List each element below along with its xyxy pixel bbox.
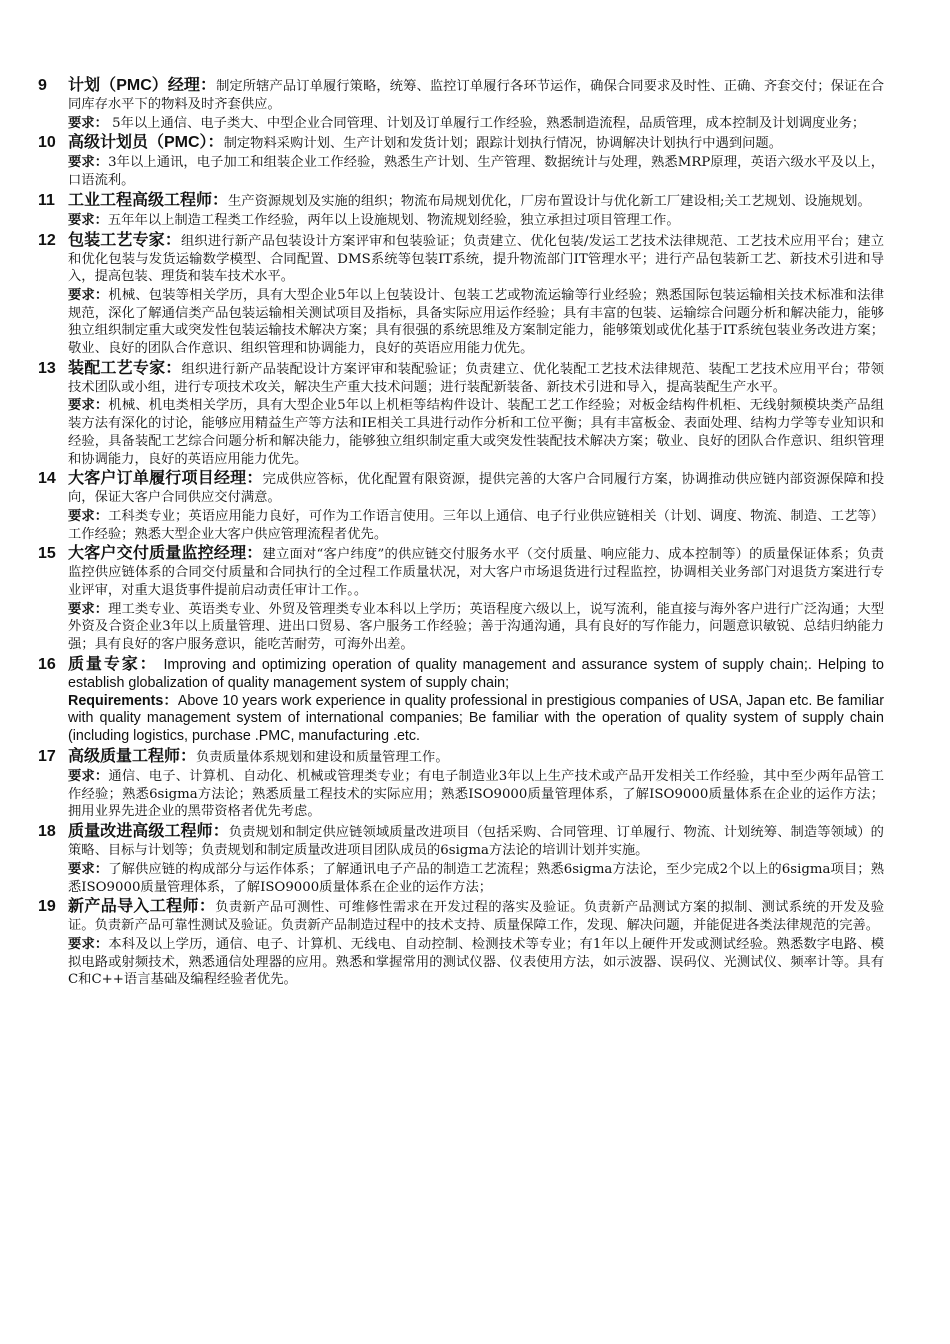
job-duty-text: 制定物料采购计划、生产计划和发货计划；跟踪计划执行情况，协调解决计划执行中遇到问题。 — [223, 136, 783, 152]
job-title: 大客户订单履行项目经理： — [68, 470, 263, 488]
requirements-label: 要求： — [68, 860, 109, 876]
requirements-text: 本科及以上学历，通信、电子、计算机、无线电、自动控制、检测技术等专业；有1年以上硬件开发或测试经验。熟悉数字电路、模拟电路或射频技术，熟悉通信处理器的应用。熟悉和掌握常用的测试仪器、仪表使用方法，如示波器、误码仪、光测试仪、频率计等。具有C和C++语言基础及编程经验者优先。 — [68, 936, 885, 988]
job-title: 装配工艺专家： — [68, 359, 182, 377]
job-title: 质量改进高级工程师： — [68, 823, 229, 841]
job-description — [68, 133, 884, 153]
requirements-label: 要求： — [68, 286, 109, 302]
job-requirements — [68, 507, 884, 543]
item-number: 11 — [38, 191, 55, 209]
job-description — [68, 231, 884, 286]
requirements-label: 要求： — [68, 600, 109, 616]
requirements-label: 要求： — [68, 397, 109, 413]
job-title: 大客户交付质量监控经理： — [68, 545, 263, 563]
requirements-text: 五年年以上制造工程类工作经验，两年以上设施规划、物流规划经验，独立承担过项目管理工作。 — [107, 212, 680, 228]
job-description — [68, 76, 884, 114]
item-number: 17 — [38, 748, 56, 766]
job-description — [68, 359, 884, 397]
job-duty-text: 制定所辖产品订单履行策略，统筹、监控订单履行各环节运作，确保合同要求及时性、正确、齐套交付；保证在合同库存水平下的物料及时齐套供应。 — [68, 79, 884, 112]
requirements-text: 理工类专业、英语类专业、外贸及管理类专业本科以上学历；英语程度六级以上，说写流利，能直接与海外客户进行广泛沟通；大型外资及合资企业3年以上质量管理、进出口贸易、客户服务工作经验；善于沟通沟通，具有良好的写作能力，问题意识敏锐、总结归纳能力强；具有良好的客户服务意识，能吃苦耐劳，可海外出差。 — [68, 601, 885, 653]
job-title: 计划（PMC）经理： — [68, 77, 217, 94]
job-item-15 — [38, 544, 884, 654]
requirements-text: Above 10 years work experience in quality professional in prestigious companies of USA, Japan etc. Be familiar with quality management system of international companies; Be familiar with the operation of quality system of supply chain (including logistics, purchase .PMC, manufacturing .etc. — [68, 692, 885, 745]
requirements-label: 要求： — [68, 935, 109, 951]
item-number: 13 — [38, 359, 56, 377]
item-number: 9 — [38, 77, 47, 94]
requirements-text: 3年以上通讯，电子加工和组装企业工作经验，熟悉生产计划、生产管理、数据统计与处理，熟悉MRP原理，英语六级水平及以上，口语流利。 — [68, 155, 884, 189]
item-number: 18 — [38, 823, 56, 841]
job-duty-text: 负责质量体系规划和建设和质量管理工作。 — [196, 750, 449, 766]
item-number: 10 — [38, 134, 56, 152]
job-duty-text: 负责规划和制定供应链领域质量改进项目（包括采购、合同管理、订单履行、物流、计划统筹、制造等领域）的策略、目标与计划等；负责规划和制定质量改进项目团队成员的6sigma方法论的培训计划并实施。 — [68, 825, 884, 859]
job-description — [68, 822, 884, 860]
requirements-text: 5年以上通信、电子类大、中型企业合同管理、计划及订单履行工作经验，熟悉制造流程，品质管理，成本控制及计划调度业务； — [107, 115, 866, 131]
job-item-19 — [38, 897, 884, 989]
job-duty-text: 组织进行新产品包装设计方案评审和包装验证；负责建立、优化包装/发运工艺技术法律规范、工艺技术应用平台；建立和优化包装与发货运输数学模型、合同配置、DMS系统等包装IT系统，提升物流部门IT管理水平；进行产品包装新工艺、新技术引进和导入，提高包装、理货和装车技术水平。 — [68, 233, 884, 285]
requirements-text: 了解供应链的构成部分与运作体系；了解通讯电子产品的制造工艺流程；熟悉6sigma方法论，至少完成2个以上的6sigma项目；熟悉ISO9000质量管理体系，了解ISO9000质量体系在企业的运作方法； — [68, 861, 884, 895]
job-requirements — [68, 153, 884, 189]
job-duty-text: 负责新产品可测性、可维修性需求在开发过程的落实及验证。负责新产品测试方案的拟制、测试系统的开发及验证。负责新产品可靠性测试及验证。负责新产品制造过程中的技术支持、质量保障工作，发现、解决问题，并能促进各类法律规范的完善。 — [68, 900, 884, 934]
job-title: 高级计划员（PMC）： — [68, 134, 224, 152]
job-description — [68, 191, 884, 211]
job-item-11 — [38, 191, 884, 230]
requirements-label: 要求： — [68, 211, 108, 227]
job-item-18 — [38, 822, 884, 896]
job-title: 新产品导入工程师： — [68, 898, 216, 916]
job-requirements — [68, 114, 884, 133]
item-number: 14 — [38, 470, 56, 488]
job-requirements — [68, 396, 884, 468]
job-requirements — [68, 767, 884, 821]
requirements-text: 工科类专业；英语应用能力良好，可作为工作语言使用。三年以上通信、电子行业供应链相关（计划、调度、物流、制造、工艺等）工作经验；熟悉大型企业大客户供应管理流程者优先。 — [68, 508, 885, 542]
job-description — [68, 897, 884, 935]
job-duty-text: 生产资源规划及实施的组织；物流布局规划优化，厂房布置设计与优化新工厂建设相;关工艺规划、设施规划。 — [228, 193, 871, 209]
job-item-10 — [38, 133, 884, 189]
requirements-text: 机械、包装等相关学历，具有大型企业5年以上包装设计、包装工艺或物流运输等行业经验；熟悉国际包装运输相关技术标准和法律规范，深化了解通信类产品包装运输相关测试项目及指标，具备实际应用运作经验；具有丰富的包装、运输综合问题分析和解决能力，能够独立组织制定重大或突发性包装运输技术解决方案；具有很强的系统思维及方案制定能力，能够策划或优化基于IT系统包装业务改进方案；敬业、良好的团队合作意识、组织管理和协调能力，良好的英语应用能力优先。 — [68, 287, 885, 357]
requirements-label: 要求： — [68, 507, 109, 523]
item-number: 19 — [38, 898, 56, 916]
job-title: 质量专家： — [68, 655, 158, 673]
job-description — [68, 655, 884, 693]
requirements-label: 要求： — [68, 114, 108, 130]
job-duty-text: Improving and optimizing operation of quality management and assurance system of supply chain;. Helping to establish globalization of quality management system of supply chain; — [68, 656, 884, 691]
job-requirements — [68, 211, 884, 230]
job-item-9 — [38, 76, 884, 132]
job-requirements — [68, 935, 884, 989]
item-number: 15 — [38, 545, 56, 563]
job-requirements — [68, 286, 884, 358]
requirements-label: Requirements： — [68, 692, 178, 709]
item-number: 12 — [38, 231, 56, 249]
requirements-text: 机械、机电类相关学历，具有大型企业5年以上机柜等结构件设计、装配工艺工作经验；对板金结构件机柜、无线射频模块类产品组装方法有深化的讨论，能够应用精益生产等方法和IE相关工具进行动作分析和工位平衡；具有丰富板金、表面处理、结构力学等专业知识和经验，具备装配工艺综合问题分析和解决能力，能够独立组织制定重大或突发性装配技术解决方案；敬业、良好的团队合作意识、组织管理和协调能力，良好的英语应用能力优先。 — [68, 398, 885, 467]
requirements-label: 要求： — [68, 768, 109, 784]
job-title: 包装工艺专家： — [68, 231, 181, 249]
job-description — [68, 747, 884, 767]
job-duty-text: 建立面对“客户纬度”的供应链交付服务水平（交付质量、响应能力、成本控制等）的质量保证体系；负责监控供应链体系的合同交付质量和合同执行的全过程工作质量状况，对大客户市场退货进行过程监控，协调相关业务部门对退货方案进行专业评审，对重大退货事件提前启动责任审计工作。。 — [68, 547, 884, 599]
job-duty-text: 组织进行新产品装配设计方案评审和装配验证；负责建立、优化装配工艺技术法律规范、装配工艺技术应用平台；带领技术团队或小组，进行专项技术攻关，解决生产重大技术问题；进行装配新装备、新技术引进和导入，提高装配生产水平。 — [68, 361, 884, 395]
job-item-17 — [38, 747, 884, 821]
requirements-label: 要求： — [68, 154, 109, 170]
job-listing-document — [38, 76, 884, 990]
job-title: 工业工程高级工程师： — [68, 191, 229, 209]
item-number: 16 — [38, 655, 56, 673]
job-requirements — [68, 600, 884, 654]
job-item-12 — [38, 231, 884, 358]
requirements-text: 通信、电子、计算机、自动化、机械或管理类专业；有电子制造业3年以上生产技术或产品开发相关工作经验，其中至少两年品管工作经验；熟悉6sigma方法论；熟悉质量工程技术的实际应用；熟悉ISO9000质量管理体系，了解ISO9000质量体系在企业的运作方法；拥用业界先进企业的黑带资格者优先考虑。 — [68, 769, 885, 820]
job-title: 高级质量工程师： — [68, 748, 197, 766]
job-duty-text: 完成供应答标，优化配置有限资源，提供完善的大客户合同履行方案，协调推动供应链内部资源保障和投向，保证大客户合同供应交付满意。 — [68, 472, 884, 506]
job-requirements — [68, 860, 884, 896]
job-description — [68, 544, 884, 599]
job-item-13 — [38, 359, 884, 469]
job-description — [68, 469, 884, 507]
job-item-16 — [38, 655, 884, 746]
job-item-14 — [38, 469, 884, 543]
job-requirements — [68, 693, 884, 746]
